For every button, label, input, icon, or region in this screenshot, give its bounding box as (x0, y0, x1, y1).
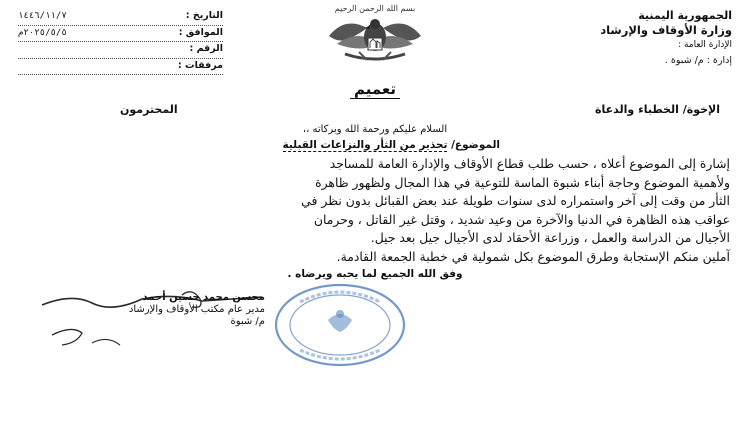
subject-text: تحذير من الثأر والنزاعات القبلية (282, 139, 448, 151)
document-title: تعميم (0, 80, 750, 98)
corresponding-value: ٢٠٢٥/٥/٥م (18, 27, 67, 38)
signature-block (35, 292, 265, 328)
corresponding-row (18, 27, 223, 43)
body-line: الأجيال من الدراسة والعمل ، وزراعة الأحقاد لدى الأجيال جيل بعد جيل. (370, 230, 730, 246)
body-line: ولأهمية الموضوع وحاجة أبناء شبوة الماسة للتوعية في هذا المجال ولظهور ظاهرة (315, 174, 730, 190)
date-label: التاريخ : (185, 10, 223, 21)
republic-name: الجمهورية اليمنية (638, 9, 732, 22)
yemen-emblem-icon (315, 2, 435, 68)
signatory-name: محسن محمد حسين أحمد (142, 292, 265, 303)
addressee-line (120, 103, 720, 116)
date-row (18, 10, 223, 26)
basmala-text: بسم الله الرحمن الرحيم (334, 4, 416, 13)
admin-office-label: إدارة : م/ شبوة . (664, 55, 732, 66)
attachments-row (18, 60, 223, 76)
addressee-honorific: المحترمون (120, 103, 178, 116)
body-line: آملين منكم الإستجابة وطرق الموضوع بكل شمولية في خطبة الجمعة القادمة. (336, 248, 730, 264)
date-value: ١٤٤٦/١١/٧ (18, 11, 67, 21)
official-stamp-icon (270, 280, 410, 370)
addressee-to: الإخوة/ الخطباء والدعاة (595, 103, 720, 116)
body-text (18, 155, 730, 267)
body-line: إشارة إلى الموضوع أعلاه ، حسب طلب قطاع الأوقاف والإدارة العامة للمساجد (329, 156, 730, 171)
attachments-label: مرفقات : (177, 59, 223, 71)
greeting: السلام عليكم ورحمة الله وبركاته ،، (302, 124, 448, 135)
header-left (18, 10, 223, 76)
ministry-name: وزارة الأوقاف والإرشاد (600, 23, 732, 37)
body-line: عواقب هذه الظاهرة في الدنيا والآخرة من وعيد شديد ، وقتل غير القاتل ، وحرمان (313, 211, 730, 227)
general-admin-label: الإدارة العامة : (678, 40, 732, 50)
corresponding-label: الموافق : (178, 26, 223, 38)
closing-line: وفق الله الجميع لما يحبه ويرضاه . (287, 268, 463, 280)
number-row (18, 43, 223, 59)
subject-label: الموضوع/ (451, 139, 500, 151)
body-line: الثأر من وقت إلى آخر واستمراره لدى سنوات طويلة عند بعض القبائل بدون نظر في (301, 193, 730, 209)
signatory-location: م/ شبوة (230, 316, 265, 327)
subject-line (283, 139, 500, 151)
number-label: الرقم : (189, 43, 223, 54)
signatory-position: مدير عام مكتب الأوقاف والإرشاد (128, 304, 265, 315)
header-right (497, 8, 732, 68)
